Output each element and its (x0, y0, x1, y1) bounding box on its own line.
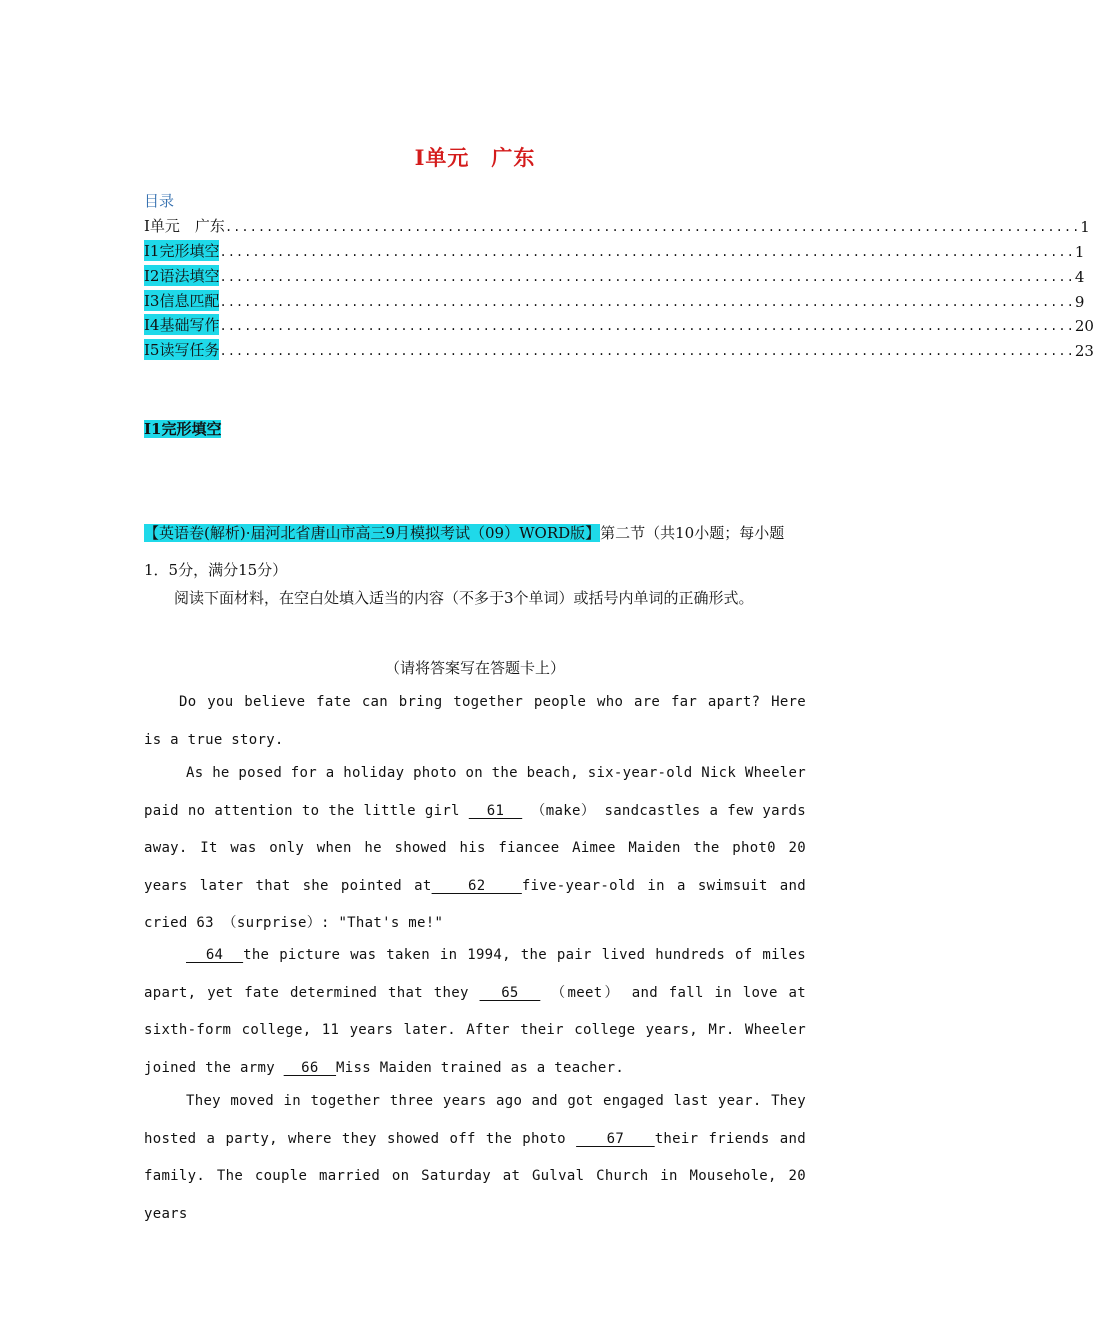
passage-text: the picture was taken in 1994, the pair lived hundreds of miles apart, yet fate determined that they (144, 947, 806, 1001)
question-source (144, 515, 806, 589)
source-description: 第二节（共10小题；每小题1．5分，满分15分） (144, 524, 785, 579)
toc-item[interactable] (144, 239, 1085, 261)
toc-item-label: I3信息匹配 (144, 292, 220, 310)
section-heading (144, 418, 221, 439)
passage-text: Miss Maiden trained as a teacher. (336, 1059, 625, 1076)
toc-heading: 目录 (144, 192, 175, 210)
toc-item-label: I单元 广东 (144, 217, 225, 235)
passage-text: （meet） and fall in love at sixth-form college, 11 years later. After their college years, Mr. Wheeler joined the army (144, 984, 806, 1076)
passage-text: As he posed for a holiday photo on the beach, six-year-old Nick Wheeler paid no attention to the little girl (144, 765, 806, 819)
answer-note: （请将答案写在答题卡上） (384, 659, 565, 677)
toc-item[interactable] (144, 338, 1094, 360)
passage-text: They moved in together three years ago and got engaged last year. They hosted a party, where they showed off the photo (144, 1093, 806, 1147)
instruction-text: 阅读下面材料，在空白处填入适当的内容（不多于3个单词）或括号内单词的正确形式。 (174, 589, 754, 607)
toc-item[interactable] (144, 289, 1085, 311)
toc-item-page: 23 (1074, 342, 1094, 360)
toc-item-page: 1 (1080, 218, 1090, 236)
blank-61: 61 (468, 802, 523, 819)
toc-item-page: 1 (1074, 243, 1085, 261)
toc-item-label: I2语法填空 (144, 267, 220, 285)
section-heading-text: I1完形填空 (144, 420, 222, 438)
blank-66: 66 (283, 1059, 337, 1076)
toc-leader-dots: ........................................................................................................ (219, 245, 1075, 259)
toc-item[interactable] (144, 313, 1094, 335)
toc-item-page: 9 (1074, 293, 1085, 311)
blank-64: 64 (186, 947, 244, 963)
passage-paragraph-2 (144, 755, 806, 943)
toc-item-label: I5读写任务 (144, 341, 220, 359)
toc-item-page: 20 (1074, 317, 1094, 335)
toc-leader-dots: ........................................................................................................ (219, 344, 1075, 358)
toc-item-page: 4 (1074, 268, 1085, 286)
toc-leader-dots: ........................................................................................................ (224, 220, 1081, 234)
toc-item[interactable] (144, 214, 1090, 236)
passage-paragraph-1: Do you believe fate can bring together people who are far apart? Here is a true story. (144, 694, 806, 748)
page-title: I单元 广东 (414, 145, 536, 170)
toc-leader-dots: ........................................................................................................ (219, 319, 1075, 333)
blank-67: 67 (576, 1130, 655, 1147)
toc-item-label: I1完形填空 (144, 242, 220, 260)
passage-paragraph-3 (144, 937, 806, 1087)
blank-65: 65 (479, 984, 541, 1001)
blank-62: 62 (431, 877, 522, 894)
passage-text: their friends and family. The couple married on Saturday at Gulval Church in Mousehole, 20 years (144, 1130, 806, 1222)
toc-leader-dots: ........................................................................................................ (219, 295, 1075, 309)
source-tag: 【英语卷(解析)·届河北省唐山市高三9月模拟考试（09）WORD版】 (144, 524, 601, 542)
passage-text: five-year-old in a swimsuit and cried 63 （surprise）: "That's me!" (144, 877, 806, 931)
toc-item[interactable] (144, 264, 1085, 286)
passage-paragraph-4 (144, 1083, 806, 1233)
toc-item-label: I4基础写作 (144, 316, 220, 334)
toc-leader-dots: ........................................................................................................ (219, 270, 1075, 284)
passage-text: （make） sandcastles a few yards away. It was only when he showed his fiancee Aimee Maiden the phot0 20 years later that she pointed at (144, 802, 807, 894)
